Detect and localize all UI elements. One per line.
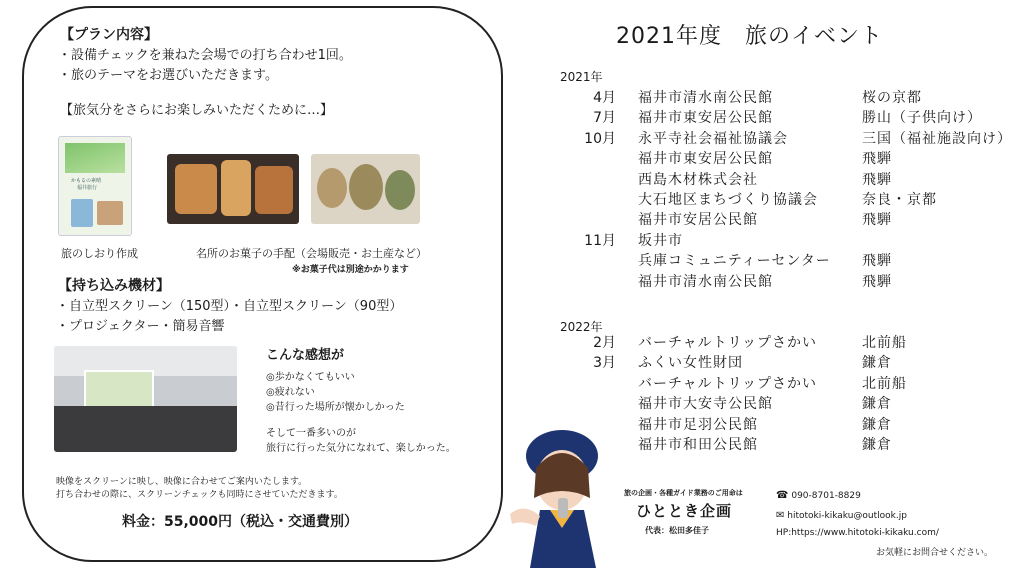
equipment-title: 【持ち込み機材】: [58, 278, 170, 294]
event-destination: 桜の京都: [862, 90, 922, 106]
event-venue: 福井市和田公民館: [638, 437, 758, 453]
impression-summary-2: 旅行に行った気分になれて、楽しかった。: [266, 443, 456, 454]
event-month: 10月: [584, 130, 616, 147]
sweets-photo-2: [311, 154, 420, 224]
event-venue: 福井市安居公民館: [638, 212, 758, 229]
sweets-item: [385, 170, 415, 210]
event-month: 11月: [584, 232, 616, 249]
sweets-item: [221, 160, 251, 216]
booklet-cover-art: [65, 143, 125, 173]
event-venue: 福井市大安寺公民館: [638, 396, 773, 413]
event-venue: 兵庫コミュニティーセンター: [638, 253, 831, 270]
event-venue: バーチャルトリップさかい: [638, 335, 818, 351]
event-venue: 福井市足羽公民館: [638, 416, 758, 433]
event-venue: 坂井市: [638, 232, 683, 249]
impression-2: ◎疲れない: [266, 387, 315, 398]
event-destination: 三国（福祉施設向け）: [862, 130, 1012, 147]
event-destination: 北前船: [862, 335, 907, 351]
company-rep: 代表：松田多佳子: [645, 526, 709, 535]
impression-1: ◎歩かなくてもいい: [266, 372, 355, 383]
booklet-title: かもるの素晴: [71, 178, 102, 184]
event-destination: 奈良・京都: [862, 192, 937, 208]
booklet-building: [97, 201, 123, 225]
event-month: 7月: [593, 110, 616, 127]
plan-line-2: ・旅のテーマをお選びいただきます。: [58, 68, 278, 83]
sweets-item: [317, 168, 347, 208]
event-destination: 飛騨: [862, 171, 892, 188]
event-month: 2月: [593, 335, 616, 351]
year-2021: 2021年: [560, 70, 603, 84]
tel-number[interactable]: 090-8701-8829: [791, 491, 861, 501]
mail-icon: ✉: [776, 510, 785, 521]
booklet-caption: 旅のしおり作成: [61, 247, 138, 260]
booklet-photo: [58, 136, 132, 236]
event-photo: [54, 346, 237, 452]
year-2022: 2022年: [560, 320, 603, 334]
equipment-line-1: ・自立型スクリーン（150型）・自立型スクリーン（90型）: [56, 299, 403, 314]
event-venue: 福井市東安居公民館: [638, 110, 773, 127]
tel-line: [776, 490, 861, 501]
event-month: 3月: [593, 355, 616, 372]
website-url[interactable]: HP:https://www.hitotoki-kikaku.com/: [776, 528, 939, 538]
footer-line-1: 映像をスクリーンに映し、映像に合わせてご案内いたします。: [56, 477, 308, 487]
impression-3: ◎昔行った場所が懐かしかった: [266, 402, 405, 413]
event-destination: 鎌倉: [862, 355, 892, 372]
events-title: 2021年度 旅のイベント: [616, 24, 883, 49]
event-venue: 福井市清水南公民館: [638, 90, 773, 106]
phone-icon: ☎: [776, 490, 789, 501]
equipment-line-2: ・プロジェクター・簡易音響: [56, 319, 225, 334]
plan-title: 【プラン内容】: [60, 27, 158, 43]
sweets-item: [349, 164, 383, 210]
event-destination: 北前船: [862, 375, 907, 392]
email-address[interactable]: hitotoki-kikaku@outlook.jp: [787, 511, 907, 521]
event-destination: 飛騨: [862, 151, 892, 168]
sweets-item: [255, 166, 293, 214]
event-destination: 鎌倉: [862, 396, 892, 413]
price: 料金：55,000円（税込・交通費別）: [122, 514, 359, 530]
sweets-photo-1: [167, 154, 299, 224]
impressions-title: こんな感想が: [266, 348, 345, 363]
event-venue: 西島木材株式会社: [638, 171, 758, 188]
mood-heading: 【旅気分をさらにお楽しみいただくために…】: [60, 103, 334, 118]
event-destination: 飛騨: [862, 253, 892, 270]
event-venue: 永平寺社会福祉協議会: [638, 130, 788, 147]
mail-line: [776, 510, 907, 521]
booklet-figure: [71, 199, 93, 227]
event-month: 4月: [593, 90, 616, 106]
event-destination: 飛騨: [862, 212, 892, 229]
impression-summary-1: そして一番多いのが: [266, 428, 356, 439]
sweets-item: [175, 164, 217, 214]
booklet-subtitle: 福井旅行: [77, 185, 98, 191]
event-destination: 飛騨: [862, 273, 892, 290]
event-venue: バーチャルトリップさかい: [638, 375, 818, 392]
event-venue: 大石地区まちづくり協議会: [638, 192, 818, 208]
event-destination: 勝山（子供向け）: [862, 110, 982, 127]
event-audience: [54, 406, 237, 452]
plan-line-1: ・設備チェックを兼ねた会場での打ち合わせ1回。: [58, 48, 352, 63]
company-name: ひととき企画: [636, 502, 733, 520]
event-destination: 鎌倉: [862, 437, 892, 453]
event-venue: 福井市東安居公民館: [638, 151, 773, 168]
company-tagline: 旅の企画・各種ガイド業務のご用命は: [624, 489, 743, 497]
footer-line-2: 打ち合わせの際に、スクリーンチェックも同時にさせていただきます。: [56, 490, 343, 500]
closing-text: お気軽にお問合せください。: [876, 548, 994, 558]
event-destination: 鎌倉: [862, 416, 892, 433]
event-venue: ふくい女性財団: [638, 355, 743, 372]
event-venue: 福井市清水南公民館: [638, 273, 773, 290]
sweets-note: ※お菓子代は別途かかります: [292, 265, 409, 275]
sweets-caption: 名所のお菓子の手配（会場販売・お土産など）: [196, 247, 427, 260]
guide-illustration: [500, 428, 610, 568]
